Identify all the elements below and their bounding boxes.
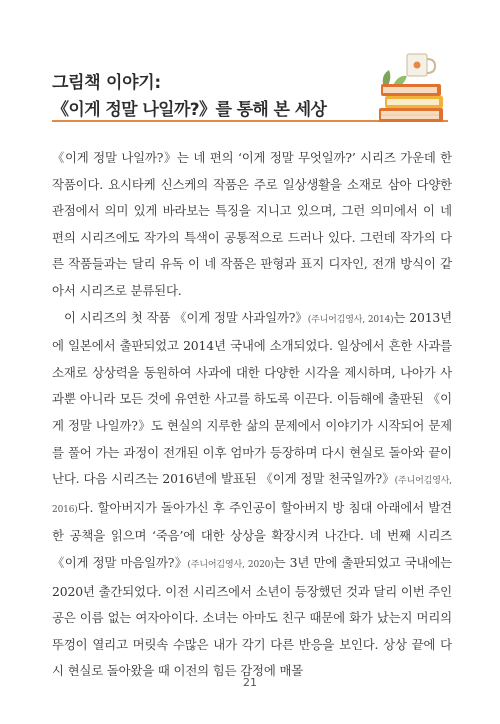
paragraph-2-part-b: 는 2013년에 일본에서 출판되었고 2014년 국내에 소개되었다. 일상에서 흔한 사과를 소재로 상상력을 동원하여 사과에 대한 다양한 시각을 제시하며, 나아가 사과뿐 아니라 모든 것에 유연한 사고를 하도록 이끈다. 이듬해에 출판된 《이게 정말 나일까?》도 현실의 지루한 삶의 문제에서 이야기가 시작되어 문제를 풀어 가는 과정이 전개된 이후 엄마가 등장하며 다시 현실로 돌아와 끝이 난다. 다음 시리즈는 2016년에 발표된 《이게 정말 천국일까?》 <box>52 309 452 487</box>
paragraph-2-part-d: 는 3년 만에 출판되었고 국내에는 2020년 출간되었다. 이전 시리즈에서 소년이 등장했던 것과 달리 이번 주인공은 이름 없는 여자아이다. 소녀는 아마도 친구 때문에 화가 났는지 머리의 뚜껑이 열리고 머릿속 수많은 내가 각기 다른 반응을 보인다. 상상 끝에 다시 현실로 돌아왔을 때 이전의 힘든 감정에 매몰 <box>52 554 452 679</box>
citation-1: (주니어김영사, 2014) <box>307 314 394 325</box>
paragraph-2 <box>52 305 452 685</box>
citation-2: (주니어김영사, 2016) <box>52 476 452 515</box>
chapter-title-line2: 《이게 정말 나일까?》를 통해 본 세상 <box>52 100 327 120</box>
chapter-title-line1: 그림책 이야기: <box>52 73 161 93</box>
paragraph-2-part-a: 이 시리즈의 첫 작품 《이게 정말 사과일까?》 <box>64 309 308 325</box>
body-text <box>52 145 452 685</box>
paragraph-1: 《이게 정말 나일까?》는 네 편의 ‘이게 정말 무엇일까?’ 시리즈 가운데 한 작품이다. 요시타케 신스케의 작품은 주로 일상생활을 소재로 삼아 다양한 관점에서 의미 있게 바라보는 특징을 지니고 있으며, 그런 의미에서 이 네 편의 시리즈에도 작가의 특색이 공통적으로 드러나 있다. 그런데 작가의 다른 작품들과는 달리 유독 이 네 작품은 판형과 표지 디자인, 전개 방식이 같아서 시리즈로 분류된다. <box>52 150 452 298</box>
page-number: 21 <box>243 676 257 689</box>
paragraph-2-part-c: 다. 할아버지가 돌아가신 후 주인공이 할아버지 방 침대 아래에서 발견한 공책을 읽으며 ‘죽음’에 대한 상상을 확장시켜 나간다. 네 번째 시리즈 《이게 정말 마음일까?》 <box>52 499 452 570</box>
citation-3: (주니어김영사, 2020) <box>187 559 274 570</box>
books-and-mug-illustration <box>377 50 447 124</box>
